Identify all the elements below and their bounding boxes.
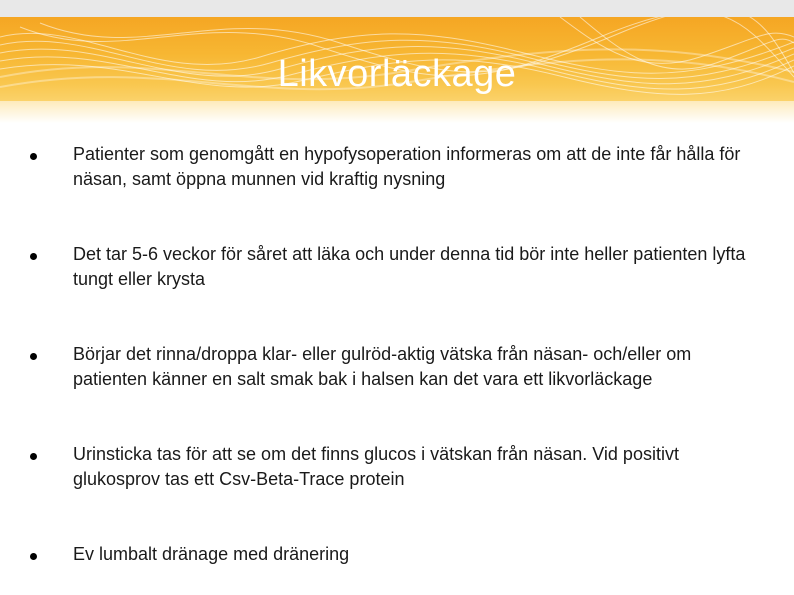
list-item-text: Patienter som genomgått en hypofysoperation informeras om att de inte får hålla för näsan, samt öppna munnen vid kraftig nysning xyxy=(73,144,741,189)
slide-title: Likvorläckage xyxy=(277,53,517,95)
bullet-icon xyxy=(30,253,37,260)
bullet-icon xyxy=(30,453,37,460)
top-strip xyxy=(0,0,794,17)
bullet-icon xyxy=(30,353,37,360)
bullet-icon xyxy=(30,553,37,560)
bullet-icon xyxy=(30,153,37,160)
list-item-text: Ev lumbalt dränage med dränering xyxy=(73,544,350,564)
list-item-text: Det tar 5-6 veckor för såret att läka och under denna tid bör inte heller patienten lyfta tungt eller krysta xyxy=(73,244,746,289)
banner-fade xyxy=(0,101,794,123)
list-item-text: Börjar det rinna/droppa klar- eller gulröd-aktig vätska från näsan- och/eller om patienten känner en salt smak bak i halsen kan det vara ett likvorläckage xyxy=(73,344,692,389)
list-item-text: Urinsticka tas för att se om det finns glucos i vätskan från näsan. Vid positivt glukosprov tas ett Csv-Beta-Trace protein xyxy=(73,444,679,489)
